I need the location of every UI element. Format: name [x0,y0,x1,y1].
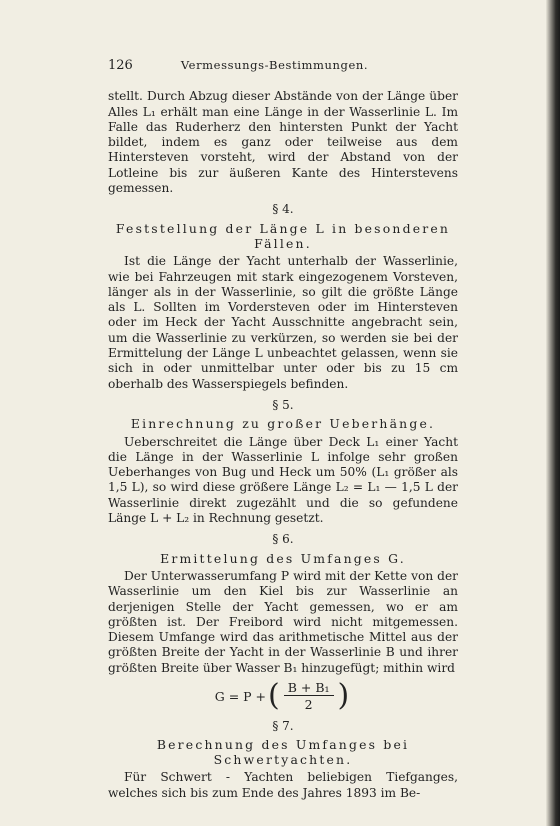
formula-denominator: 2 [304,697,313,713]
formula-g [108,680,458,713]
section-6-number: § 6. [272,532,294,547]
section-6-title: Ermittelung des Umfanges G. [160,550,406,566]
section-4-title: Feststellung der Länge L in besonderen Fällen. [115,220,451,251]
page-header [108,58,458,73]
formula-left-side: G = P + [214,688,266,704]
section-7-number: § 7. [272,718,294,733]
paragraph-continuation: stellt. Durch Abzug dieser Abstände von der Länge über Alles L₁ erhält man eine Länge in der Wasserlinie L. Im Falle das Ruderherz den hintersten Punkt der Yacht bildet, indem es ganz oder teilweise aus dem Hintersteven vorsteht, wird der Abstand von der Lotleine bis zur äußeren Kante des Hinterstevens gemessen. [108,89,458,196]
formula-fraction [284,680,334,713]
section-4-text: Ist die Länge der Yacht unterhalb der Wasserlinie, wie bei Fahrzeugen mit stark eingezogenem Vorsteven, länger als in der Wasserlinie, so gilt die größte Länge als L. Sollten im Vordersteven oder im Hintersteven oder im Heck der Yacht Ausschnitte angebracht sein, um die Wasserlinie zu verkürzen, so werden sie bei der Ermittelung der Länge L unbeachtet gelassen, wenn sie sich in oder unmittelbar unter oder bis zu 15 cm oberhalb des Wasserspiegels befinden. [108,254,458,391]
book-spine-edge [546,0,560,826]
section-7-title: Berechnung des Umfanges bei Schwertyachten. [156,736,410,768]
book-page [108,58,458,801]
running-title: Vermessungs-Bestimmungen. [180,58,369,72]
page-number: 126 [108,58,133,73]
section-5-title: Einrechnung zu großer Ueberhänge. [130,416,436,432]
section-4-number: § 4. [272,202,294,217]
section-6-text: Der Unterwasserumfang P wird mit der Kette von der Wasserlinie um den Kiel bis zur Wasserlinie an derjenigen Stelle der Yacht gemessen, wo er am größten ist. Der Freibord wird nicht mitgemessen. Diesem Umfange wird das arithmetische Mittel aus der größten Breite der Yacht in der Wasserlinie B und ihrer größten Breite über Wasser B₁ hinzugefügt; mithin wird [108,568,458,675]
section-7-text: Für Schwert - Yachten beliebigen Tiefganges, welches sich bis zum Ende des Jahres 1893 im Be- [108,770,458,800]
formula-close-paren: ) [337,678,350,714]
formula-numerator: B + B₁ [284,680,334,696]
formula-open-paren: ( [268,678,280,714]
section-5-text: Ueberschreitet die Länge über Deck L₁ einer Yacht die Länge in der Wasserlinie L infolge sehr großen Ueberhanges von Bug und Heck um 50% (L₁ größer als 1,5 L), so wird diese größere Länge L₂ = L₁ — 1,5 L der Wasserlinie direkt zugezählt und die so gefundene Länge L + L₂ in Rechnung gesetzt. [108,434,458,526]
section-5-number: § 5. [272,397,294,412]
